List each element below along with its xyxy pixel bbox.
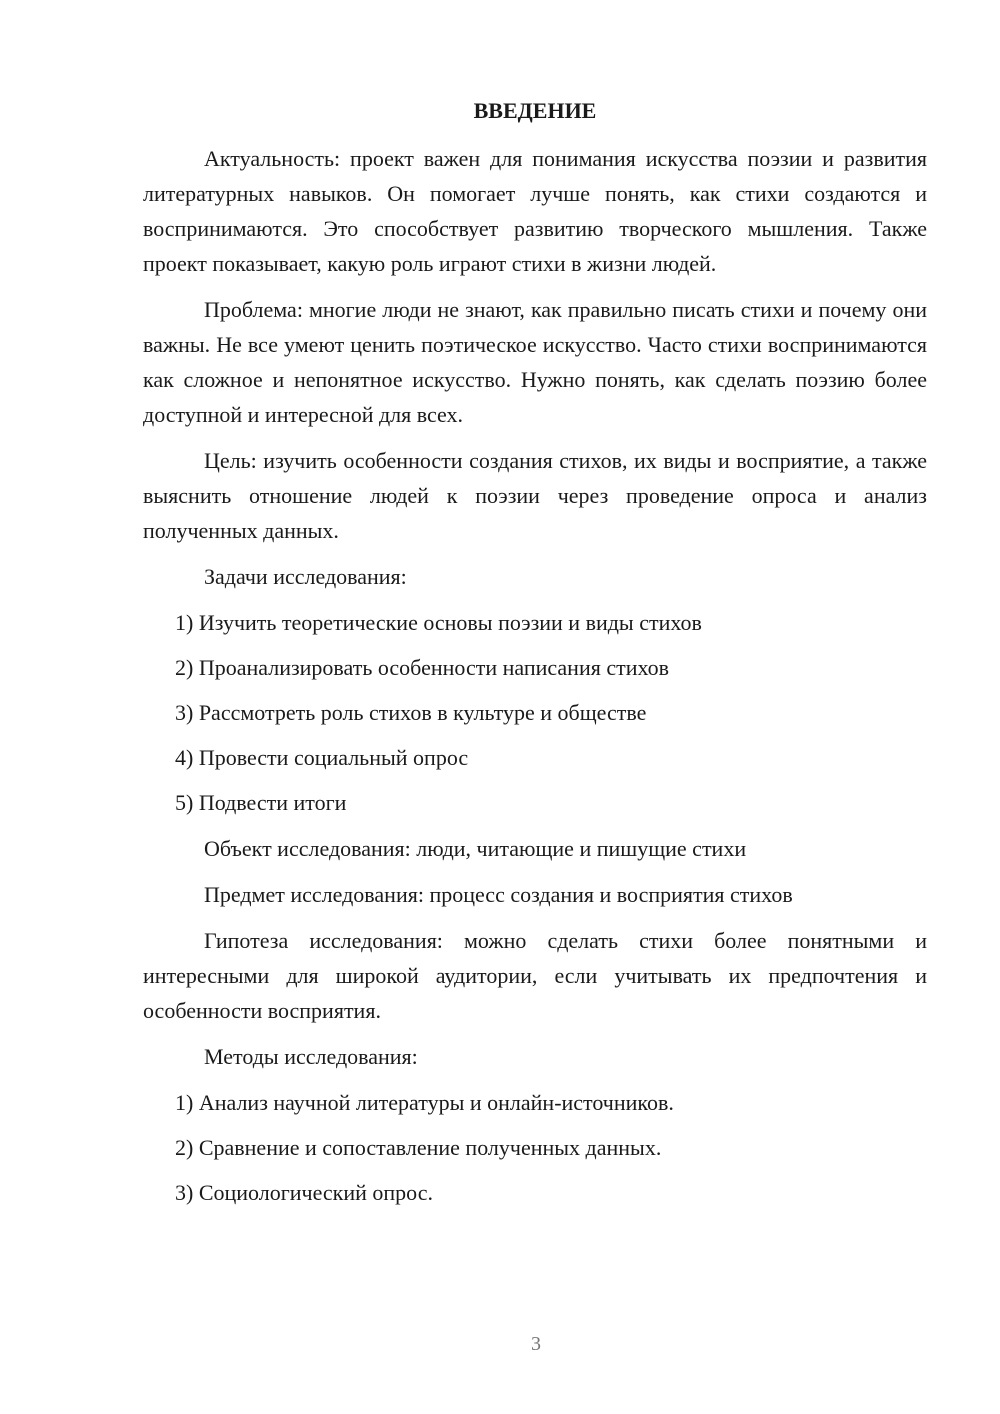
method-item: 3) Социологический опрос. (175, 1180, 433, 1205)
research-object: Объект исследования: люди, читающие и пишущие стихи (204, 836, 747, 861)
task-item: 2) Проанализировать особенности написания стихов (175, 655, 670, 680)
task-item: 4) Провести социальный опрос (175, 745, 469, 770)
methods-list (143, 1085, 927, 1210)
document-body (143, 96, 927, 1221)
tasks-list (143, 605, 927, 820)
paragraph-goal: Цель: изучить особенности создания стихов, их виды и восприятие, а также выяснить отношение людей к поэзии через проведение опроса и анализ полученных данных. (143, 448, 927, 543)
paragraph-relevance: Актуальность: проект важен для понимания искусства поэзии и развития литературных навыков. Он помогает лучше понять, как стихи создаются и воспринимаются. Это способствует развитию творческого мышления. Также проект показывает, какую роль играют стихи в жизни людей. (143, 146, 927, 276)
task-item: 5) Подвести итоги (175, 790, 347, 815)
method-item: 1) Анализ научной литературы и онлайн-источников. (175, 1090, 674, 1115)
tasks-heading: Задачи исследования: (204, 564, 407, 589)
method-item: 2) Сравнение и сопоставление полученных данных. (175, 1135, 662, 1160)
page-number: 3 (531, 1333, 541, 1355)
task-item: 1) Изучить теоретические основы поэзии и виды стихов (175, 610, 702, 635)
paragraph-problem: Проблема: многие люди не знают, как правильно писать стихи и почему они важны. Не все умеют ценить поэтическое искусство. Часто стихи воспринимаются как сложное и непонятное искусство. Нужно понять, как сделать поэзию более доступной и интересной для всех. (143, 297, 927, 427)
task-item: 3) Рассмотреть роль стихов в культуре и обществе (175, 700, 647, 725)
section-title: ВВЕДЕНИЕ (473, 98, 597, 123)
methods-heading: Методы исследования: (204, 1044, 418, 1069)
paragraph-hypothesis: Гипотеза исследования: можно сделать стихи более понятными и интересными для широкой аудитории, если учитывать их предпочтения и особенности восприятия. (143, 928, 927, 1023)
research-subject: Предмет исследования: процесс создания и восприятия стихов (204, 882, 793, 907)
